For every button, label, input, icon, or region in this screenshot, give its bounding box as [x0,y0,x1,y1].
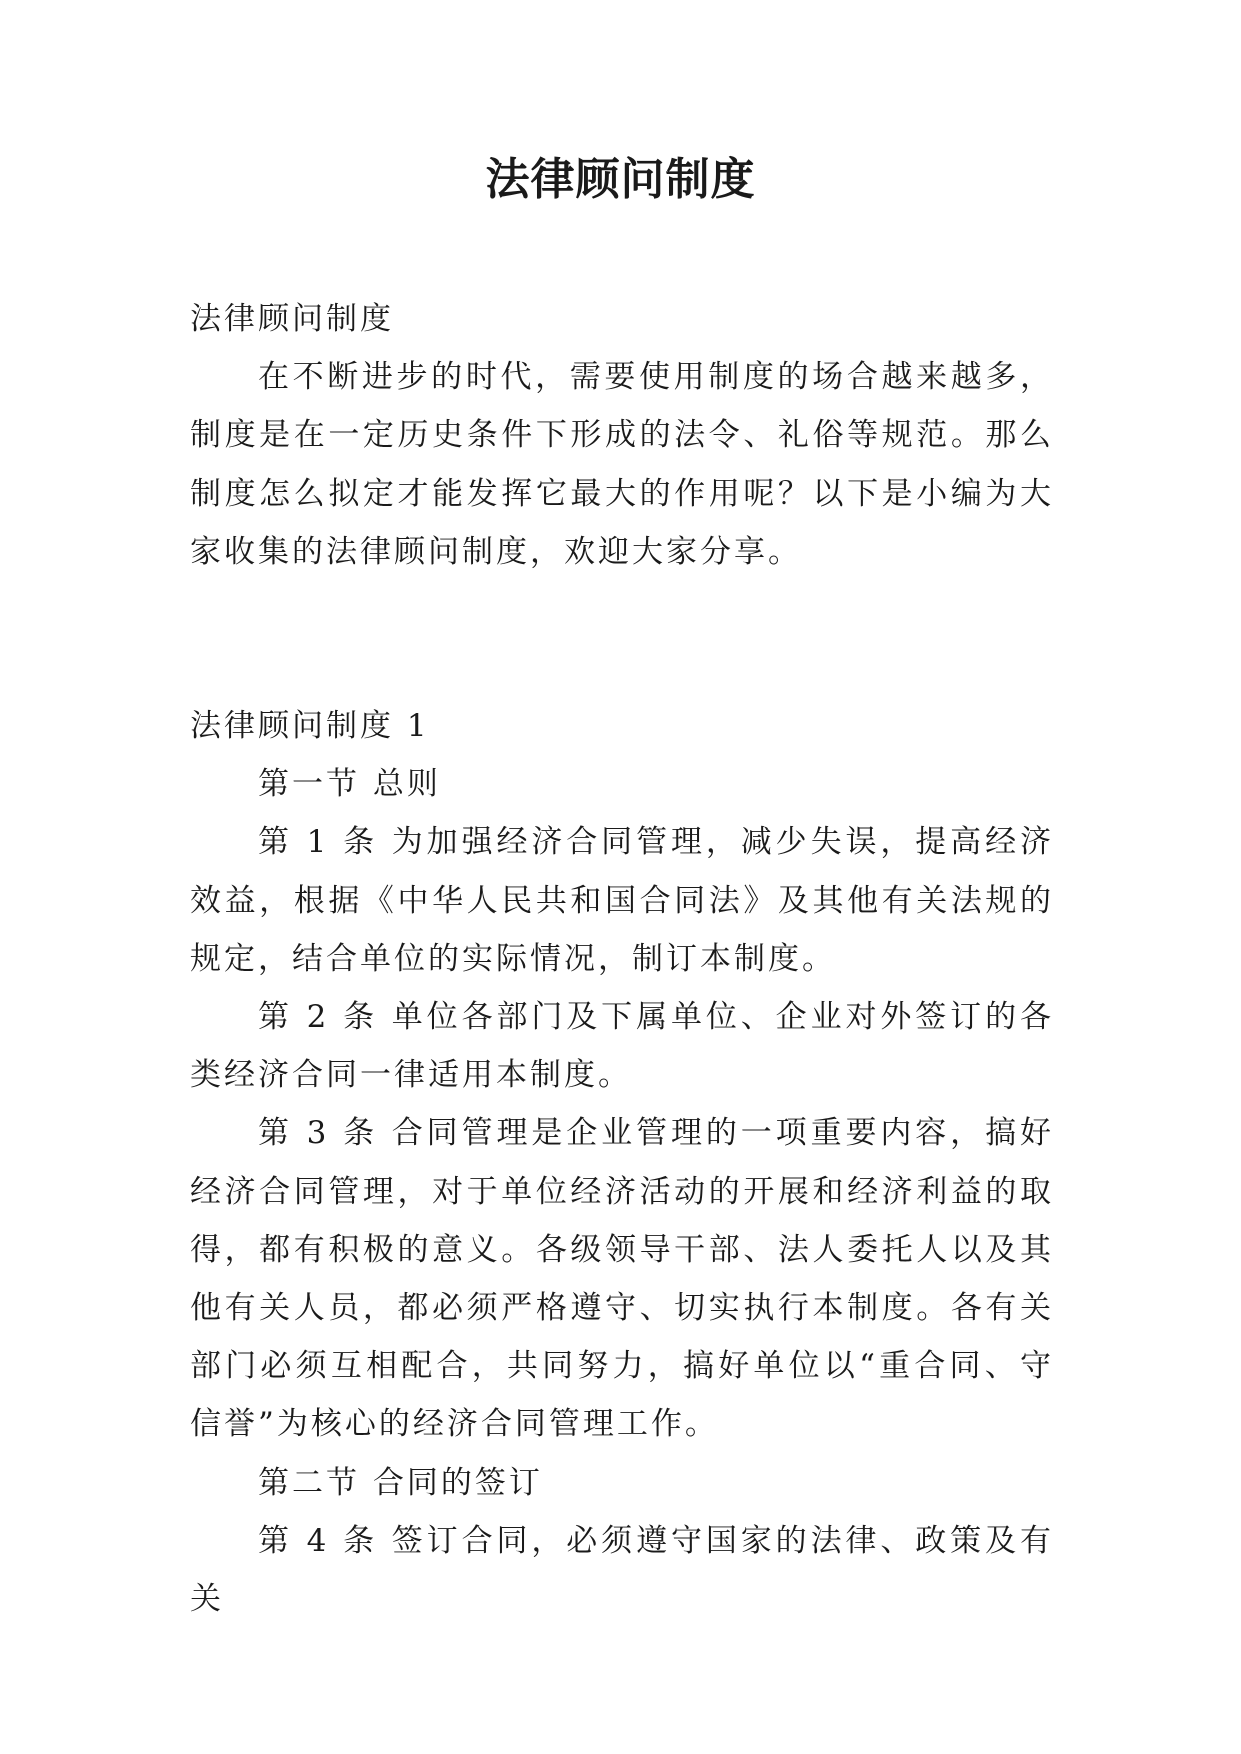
article-4-paragraph: 第 4 条 签订合同，必须遵守国家的法律、政策及有关 [190,1522,1054,1618]
document-subtitle: 法律顾问制度 [190,301,394,337]
article-2-paragraph: 第 2 条 单位各部门及下属单位、企业对外签订的各类经济合同一律适用本制度。 [190,999,1054,1094]
section-heading: 法律顾问制度 1 [190,708,430,745]
article-3-paragraph: 第 3 条 合同管理是企业管理的一项重要内容，搞好经济合同管理，对于单位经济活动的开展和经济利益的取得，都有积极的意义。各级领导干部、法人委托人以及其他有关人员，都必须严格遵守、切实执行本制度。各有关部门必须互相配合，共同努力，搞好单位以“重合同、守信誉”为核心的经济合同管理工作。 [190,1115,1054,1443]
document-body [190,290,1054,1628]
chapter-heading-general: 第一节 总则 [258,766,441,803]
chapter-heading-signing: 第二节 合同的签订 [258,1464,543,1501]
document-title: 法律顾问制度 [485,154,756,205]
section-spacer [190,581,1054,697]
article-1-paragraph: 第 1 条 为加强经济合同管理，减少失误，提高经济效益，根据《中华人民共和国合同法》及其他有关法规的规定，结合单位的实际情况，制订本制度。 [190,824,1054,977]
intro-paragraph: 在不断进步的时代，需要使用制度的场合越来越多，制度是在一定历史条件下形成的法令、礼俗等规范。那么制度怎么拟定才能发挥它最大的作用呢？以下是小编为大家收集的法律顾问制度，欢迎大家分享。 [190,359,1054,570]
